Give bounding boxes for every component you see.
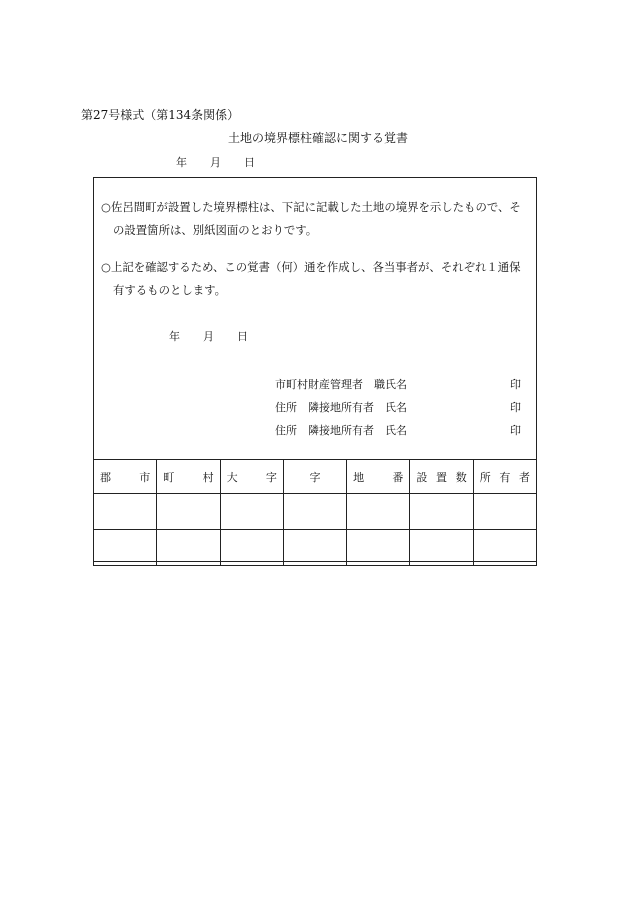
- table-cell[interactable]: [473, 494, 536, 530]
- date-month-label: 月: [203, 330, 214, 343]
- seal-mark: 印: [510, 378, 521, 391]
- table-cell[interactable]: [94, 530, 157, 566]
- seal-mark: 印: [510, 424, 521, 437]
- paragraph-line: ○佐呂間町が設置した境界標柱は、下記に記載した土地の境界を示したもので、そ: [101, 200, 521, 214]
- paragraph-boundary-markers: [101, 196, 533, 242]
- table-cell[interactable]: [220, 494, 283, 530]
- header-shoyusha: 所 有 者: [473, 460, 536, 494]
- table-cell[interactable]: [283, 530, 346, 566]
- table-cell[interactable]: [220, 530, 283, 566]
- table-cell[interactable]: [410, 530, 473, 566]
- table-cell[interactable]: [410, 494, 473, 530]
- header-machi-mura: 町 村: [157, 460, 220, 494]
- signature-role: 市町村財産管理者 職氏名: [275, 378, 407, 391]
- document-title: 土地の境界標柱確認に関する覚書: [227, 131, 408, 145]
- table-cell[interactable]: [283, 494, 346, 530]
- signature-line-administrator: [275, 376, 521, 392]
- table-row: [94, 530, 537, 566]
- table-cell[interactable]: [347, 494, 410, 530]
- signature-role: 住所 隣接地所有者 氏名: [275, 424, 407, 437]
- signature-line-neighbor-2: [275, 422, 521, 438]
- table-header-row: [94, 460, 537, 494]
- signature-line-neighbor-1: [275, 399, 521, 415]
- table-row: [94, 494, 537, 530]
- table-cell[interactable]: [157, 530, 220, 566]
- table-cell[interactable]: [473, 530, 536, 566]
- date-day-label: 日: [237, 330, 248, 343]
- paragraph-line: 有するものとします。: [113, 283, 226, 297]
- land-table: [93, 459, 537, 566]
- header-gun-shi: 郡 市: [94, 460, 157, 494]
- table-cell[interactable]: [94, 494, 157, 530]
- memorandum-box: [93, 177, 537, 562]
- seal-mark: 印: [510, 401, 521, 414]
- table-cell[interactable]: [347, 530, 410, 566]
- form-number: 第27号様式（第134条関係）: [81, 108, 240, 122]
- header-chiban: 地 番: [347, 460, 410, 494]
- date-month-label: 月: [210, 156, 221, 169]
- paragraph-line: ○上記を確認するため、この覚書（何）通を作成し、各当事者が、それぞれ１通保: [101, 260, 521, 274]
- date-line-top: [176, 154, 255, 170]
- header-setchi-su: 設 置 数: [410, 460, 473, 494]
- signature-role: 住所 隣接地所有者 氏名: [275, 401, 407, 414]
- header-oaza: 大 字: [220, 460, 283, 494]
- date-day-label: 日: [244, 156, 255, 169]
- paragraph-line: の設置箇所は、別紙図面のとおりです。: [113, 223, 318, 237]
- table-cell[interactable]: [157, 494, 220, 530]
- date-year-label: 年: [176, 156, 187, 169]
- paragraph-confirmation: [101, 256, 533, 302]
- date-line-signing: [169, 328, 248, 344]
- header-aza: 字: [283, 460, 346, 494]
- date-year-label: 年: [169, 330, 180, 343]
